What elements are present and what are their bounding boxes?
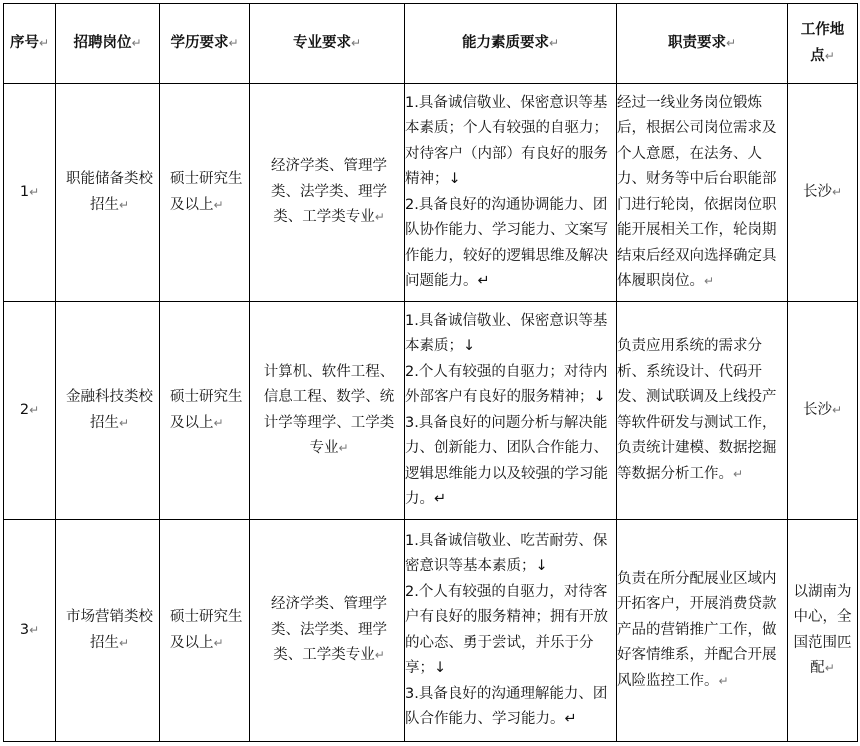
cell-ability xyxy=(405,84,617,302)
cell-major: 经济学类、管理学类、法学类、理学类、工学类专业↵ xyxy=(250,520,405,742)
header-duty: 职责要求↵ xyxy=(617,4,788,84)
ability-line: 3.具备良好的问题分析与解决能力、创新能力、团队合作能力、逻辑思维能力以及较强的学习能力。↵ xyxy=(405,414,608,507)
header-position: 招聘岗位↵ xyxy=(56,4,160,84)
cell-no: 3↵ xyxy=(4,520,56,742)
cell-position: 市场营销类校招生↵ xyxy=(56,520,160,742)
header-no: 序号↵ xyxy=(4,4,56,84)
cell-location: 长沙↵ xyxy=(788,84,858,302)
cell-duty: 负责在所分配展业区域内开拓客户，开展消费贷款产品的营销推广工作，做好客情维系，并配合开展风险监控工作。↵ xyxy=(617,520,788,742)
cell-ability xyxy=(405,520,617,742)
ability-line: 2.个人有较强的自驱力，对待客户有良好的服务精神；拥有开放的心态、勇于尝试，并乐于分享；↓ xyxy=(405,583,608,676)
ability-line: 1.具备诚信敬业、吃苦耐劳、保密意识等基本素质；↓ xyxy=(405,532,608,574)
ability-line: 3.具备良好的沟通理解能力、团队合作能力、学习能力。↵ xyxy=(405,685,608,727)
cell-no: 1↵ xyxy=(4,84,56,302)
cell-education: 硕士研究生及以上↵ xyxy=(160,520,250,742)
cell-position: 职能储备类校招生↵ xyxy=(56,84,160,302)
cell-location: 以湖南为中心，全国范围匹配↵ xyxy=(788,520,858,742)
header-education: 学历要求↵ xyxy=(160,4,250,84)
cell-ability xyxy=(405,302,617,520)
table-row xyxy=(4,84,858,302)
header-location: 工作地点↵ xyxy=(788,4,858,84)
table-row xyxy=(4,302,858,520)
cell-major: 计算机、软件工程、信息工程、数学、统计学等理学、工学类专业↵ xyxy=(250,302,405,520)
cell-duty: 负责应用系统的需求分析、系统设计、代码开发、测试联调及上线投产等软件研发与测试工作，负责统计建模、数据挖掘等数据分析工作。↵ xyxy=(617,302,788,520)
header-major: 专业要求↵ xyxy=(250,4,405,84)
cell-duty: 经过一线业务岗位锻炼后，根据公司岗位需求及个人意愿，在法务、人力、财务等中后台职能部门进行轮岗，依据岗位职能开展相关工作，轮岗期结束后经双向选择确定具体履职岗位。↵ xyxy=(617,84,788,302)
ability-line: 2.个人有较强的自驱力；对待内外部客户有良好的服务精神；↓ xyxy=(405,363,608,405)
recruitment-table xyxy=(3,3,858,742)
cell-education: 硕士研究生及以上↵ xyxy=(160,302,250,520)
cell-location: 长沙↵ xyxy=(788,302,858,520)
table-row xyxy=(4,520,858,742)
cell-no: 2↵ xyxy=(4,302,56,520)
ability-line: 2.具备良好的沟通协调能力、团队协作能力、学习能力、文案写作能力，较好的逻辑思维及解决问题能力。↵ xyxy=(405,196,608,289)
ability-line: 1.具备诚信敬业、保密意识等基本素质；↓ xyxy=(405,312,608,354)
cell-major: 经济学类、管理学类、法学类、理学类、工学类专业↵ xyxy=(250,84,405,302)
cell-position: 金融科技类校招生↵ xyxy=(56,302,160,520)
ability-line: 1.具备诚信敬业、保密意识等基本素质；个人有较强的自驱力；对待客户（内部）有良好的服务精神；↓ xyxy=(405,94,608,187)
header-ability: 能力素质要求↵ xyxy=(405,4,617,84)
cell-education: 硕士研究生及以上↵ xyxy=(160,84,250,302)
table-header-row xyxy=(4,4,858,84)
